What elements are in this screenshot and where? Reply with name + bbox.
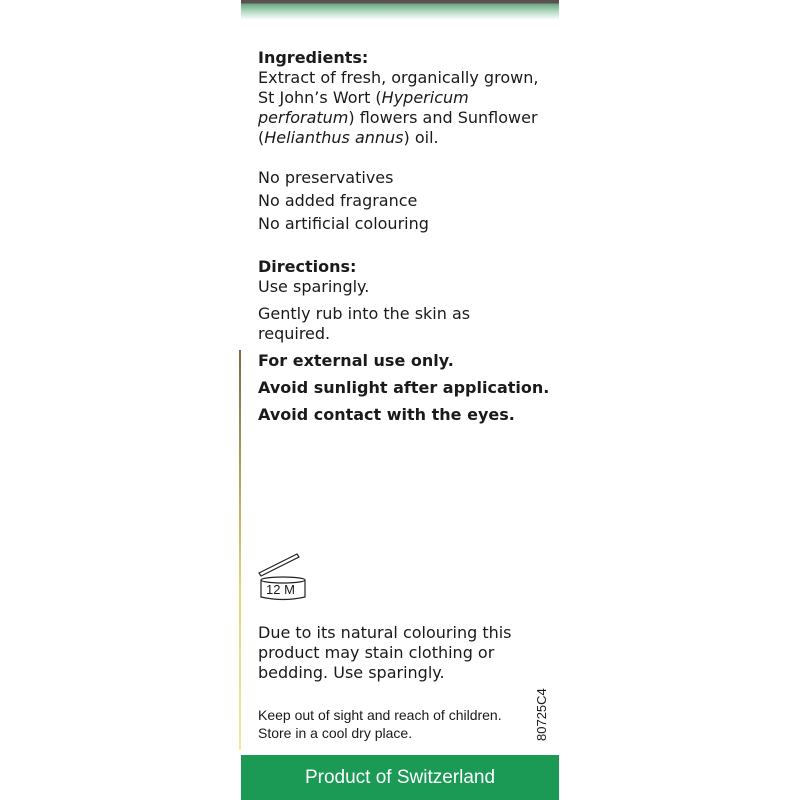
open-jar-icon bbox=[257, 552, 309, 606]
free-from-2: No added fragrance bbox=[258, 191, 418, 210]
directions-heading: Directions: bbox=[258, 257, 357, 276]
top-gradient-band bbox=[241, 0, 559, 20]
direction-2: Gently rub into the skin as required. bbox=[258, 304, 471, 343]
storage-2: Store in a cool dry place. bbox=[258, 725, 413, 741]
warning-2: Avoid sunlight after application. bbox=[258, 378, 550, 397]
ingredients-heading: Ingredients: bbox=[258, 48, 369, 67]
ingredients-text: Extract of fresh, organically grown, St John’s Wort (Hypericum perforatum) flowers and Sunflower (Helianthus annus) oil. bbox=[258, 68, 539, 147]
free-from-3: No artificial colouring bbox=[258, 214, 429, 233]
origin-band: Product of Switzerland bbox=[241, 755, 559, 800]
direction-1: Use sparingly. bbox=[258, 277, 370, 296]
storage-1: Keep out of sight and reach of children. bbox=[258, 707, 502, 723]
warning-1: For external use only. bbox=[258, 351, 454, 370]
warning-3: Avoid contact with the eyes. bbox=[258, 405, 515, 424]
free-from-1: No preservatives bbox=[258, 168, 394, 187]
pao-label: 12 M bbox=[266, 582, 295, 597]
stain-note: Due to its natural colouring this product may stain clothing or bedding. Use sparingly. bbox=[258, 623, 512, 682]
batch-code: 80725C4 bbox=[534, 688, 549, 741]
label-panel bbox=[241, 0, 559, 800]
